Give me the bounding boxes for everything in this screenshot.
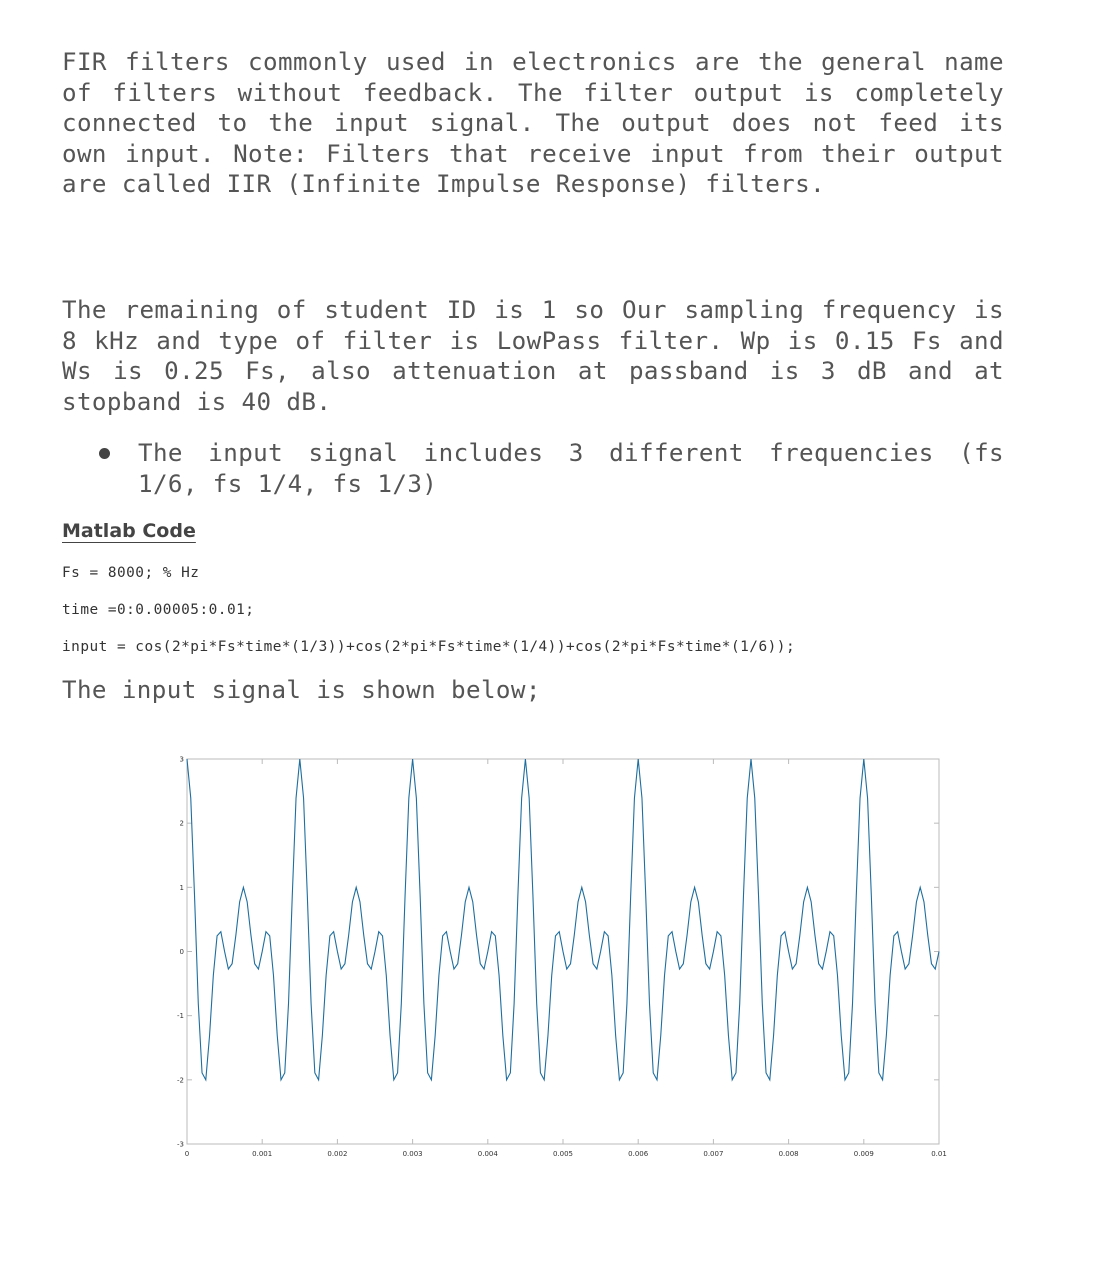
y-tick-label: 1 xyxy=(179,883,184,892)
x-tick-label: 0.008 xyxy=(778,1150,799,1158)
bullet-text: The input signal includes 3 different frequencies (fs 1/6, fs 1/4, fs 1/3) xyxy=(138,439,1004,498)
x-tick-label: 0.005 xyxy=(552,1150,574,1158)
bullet-icon xyxy=(99,448,110,459)
x-tick-label: 0.006 xyxy=(628,1150,649,1158)
x-tick-label: 0.01 xyxy=(931,1150,947,1158)
x-tick-label: 0.003 xyxy=(402,1150,423,1158)
x-tick-label: 0.002 xyxy=(327,1150,348,1158)
signal-series-line xyxy=(187,759,939,1080)
y-tick-label: 0 xyxy=(179,948,184,956)
paragraph-input-signal: The input signal is shown below; xyxy=(62,676,541,704)
y-tick-label: -2 xyxy=(177,1076,184,1085)
section-heading-matlab-code: Matlab Code xyxy=(62,520,196,542)
paragraph-fir-intro: FIR filters commonly used in electronics are the general name of filters without feedback. The filter output is completely connected to the input signal. The output does not feed its own input. Note: Filters that receive input from their output are called IIR (Infinite Impulse Response) filters. xyxy=(62,48,1004,199)
axis-tick-labels xyxy=(177,756,947,1159)
y-tick-label: 3 xyxy=(179,755,184,764)
code-line-input: input = cos(2*pi*Fs*time*(1/3))+cos(2*pi*Fs*time*(1/4))+cos(2*pi*Fs*time*(1/6)); xyxy=(62,639,796,655)
x-tick-label: 0.001 xyxy=(252,1150,273,1158)
x-tick-label: 0 xyxy=(184,1150,190,1158)
y-tick-label: -3 xyxy=(177,1140,184,1149)
y-tick-label: 2 xyxy=(179,819,184,828)
code-line-time: time =0:0.00005:0.01; xyxy=(62,602,255,618)
code-line-fs: Fs = 8000; % Hz xyxy=(62,565,200,581)
y-tick-label: -1 xyxy=(177,1012,184,1021)
paragraph-filter-spec: The remaining of student ID is 1 so Our sampling frequency is 8 kHz and type of filter is LowPass filter. Wp is 0.15 Fs and Ws is 0.25 Fs, also attenuation at passband is 3 dB and at stopband is 40 dB. xyxy=(62,296,1004,416)
input-signal-chart xyxy=(160,750,960,1170)
x-tick-label: 0.004 xyxy=(477,1150,498,1158)
x-tick-label: 0.007 xyxy=(703,1150,724,1158)
x-tick-label: 0.009 xyxy=(853,1150,874,1158)
